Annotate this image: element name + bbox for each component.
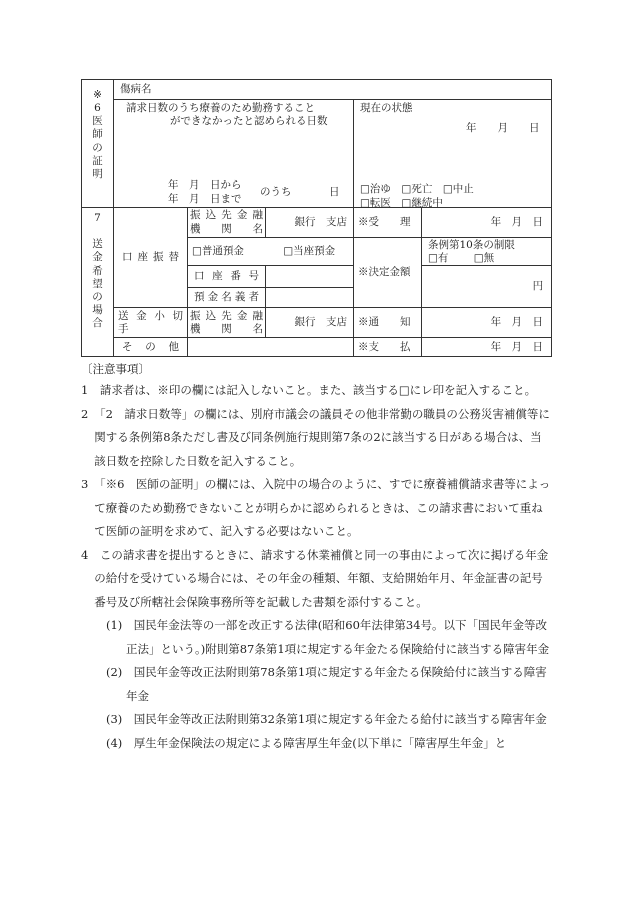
of-which-label: のうち (260, 186, 292, 198)
note-item-2: 2 「2 請求日数等」の欄には、別府市議会の議員その他非常勤の職員の公務災害補償等に関する条例第8条ただし書及び同条例施行規則第7条の2に該当する日がある場合は、当該日数を控除した日数を記入すること。 (81, 406, 550, 468)
check-bank-name-field[interactable]: 銀行 支店 (266, 308, 354, 338)
status-options-row-1: □治ゆ □死亡 □中止 (360, 183, 474, 195)
limit-yes-checkbox[interactable]: □有 (428, 252, 449, 265)
account-number-label: 口座番号 (188, 266, 266, 288)
limit-no-checkbox[interactable]: □無 (473, 252, 495, 265)
payment-date-field[interactable]: 年 月 日 (422, 338, 552, 357)
account-holder-label: 預金名義者 (188, 288, 266, 308)
note-subitem-3: (3) 国民年金等改正法附則第32条第1項に規定する年金たる給付に該当する障害年金 (106, 712, 547, 726)
decided-amount-field[interactable]: 円 (422, 266, 552, 308)
claim-form-table (81, 79, 552, 357)
decided-amount-label: ※決定金額 (354, 238, 422, 308)
from-date: 年 月 日から (168, 179, 242, 191)
to-date: 年 月 日まで (168, 193, 242, 205)
notes-section (81, 360, 553, 755)
ordinary-deposit-checkbox[interactable]: □普通預金 (192, 245, 244, 258)
work-incapacity-days-field[interactable] (114, 100, 354, 208)
received-label: ※受 理 (354, 208, 422, 238)
limit-field[interactable] (422, 238, 552, 266)
account-number-field[interactable] (266, 266, 354, 288)
bank-name-field[interactable]: 銀行 支店 (266, 208, 354, 238)
check-bank-name-label: 振込先金融 機 関 名 (188, 308, 266, 338)
payment-label: ※支 払 (354, 338, 422, 357)
notes-heading: 〔注意事項〕 (81, 362, 150, 376)
account-holder-field[interactable] (266, 288, 354, 308)
other-field[interactable] (188, 338, 354, 357)
day-unit: 日 (329, 186, 340, 198)
note-subitem-4: (4) 厚生年金保険法の規定による障害厚生年金(以下単に「障害厚生年金」と (106, 735, 507, 750)
days-line-2: ができなかったと認められる日数 (170, 115, 328, 128)
status-date: 年 月 日 (466, 122, 540, 134)
current-deposit-checkbox[interactable]: □当座預金 (283, 245, 336, 258)
section-7-label: 7 送 金 希 望 の 場 合 (82, 208, 114, 357)
notify-label: ※通 知 (354, 308, 422, 338)
received-date-field[interactable]: 年 月 日 (422, 208, 552, 238)
note-subitem-1: (1) 国民年金法等の一部を改正する法律(昭和60年法律第34号。以下「国民年金等改正法」という。)附則第87条第1項に規定する年金たる保険給付に該当する障害年金 (106, 618, 550, 656)
bank-name-label: 振込先金融 機 関 名 (188, 208, 266, 238)
current-status-label: 現在の状態 (360, 102, 413, 114)
note-item-1: 1 請求者は、※印の欄には記入しないこと。また、該当する□にレ印を記入すること。 (81, 383, 537, 397)
notify-date-field[interactable]: 年 月 日 (422, 308, 552, 338)
remittance-check-label: 送 金 小 切 手 (114, 308, 188, 338)
note-item-3: 3 「※6 医師の証明」の欄には、入院中の場合のように、すでに療養補償請求書等によって療養のため勤務できないことが明らかに認められるときは、この請求書において重ねて医師の証明を求めて、記入する必要はないこと。 (81, 477, 551, 538)
days-line-1: 請求日数のうち療養のため勤務すること (126, 102, 315, 114)
disease-name-field[interactable] (114, 80, 552, 100)
note-item-4: 4 この請求書を提出するときに、請求する休業補償と同一の事由によって次に掲げる年金の給付を受けている場合には、その年金の種類、年額、支給開始年月、年金証書の記号番号及び所轄社会保険事務所等を記載した書類を添付すること。 (81, 547, 549, 609)
note-subitem-2: (2) 国民年金等改正法附則第78条第1項に規定する年金たる保険給付に該当する障害年金 (106, 665, 547, 703)
status-options-row-2: □転医 □継続中 (360, 197, 443, 209)
deposit-type-field[interactable] (188, 238, 354, 266)
current-status-field[interactable] (354, 100, 552, 208)
other-label: その他 (114, 338, 188, 357)
account-transfer-label: 口座振替 (114, 208, 188, 308)
section-6-label: ※ 6 医 師 の 証 明 (82, 80, 114, 208)
limit-label: 条例第10条の制限 (428, 239, 515, 251)
disease-name-label: 傷病名 (120, 83, 152, 95)
